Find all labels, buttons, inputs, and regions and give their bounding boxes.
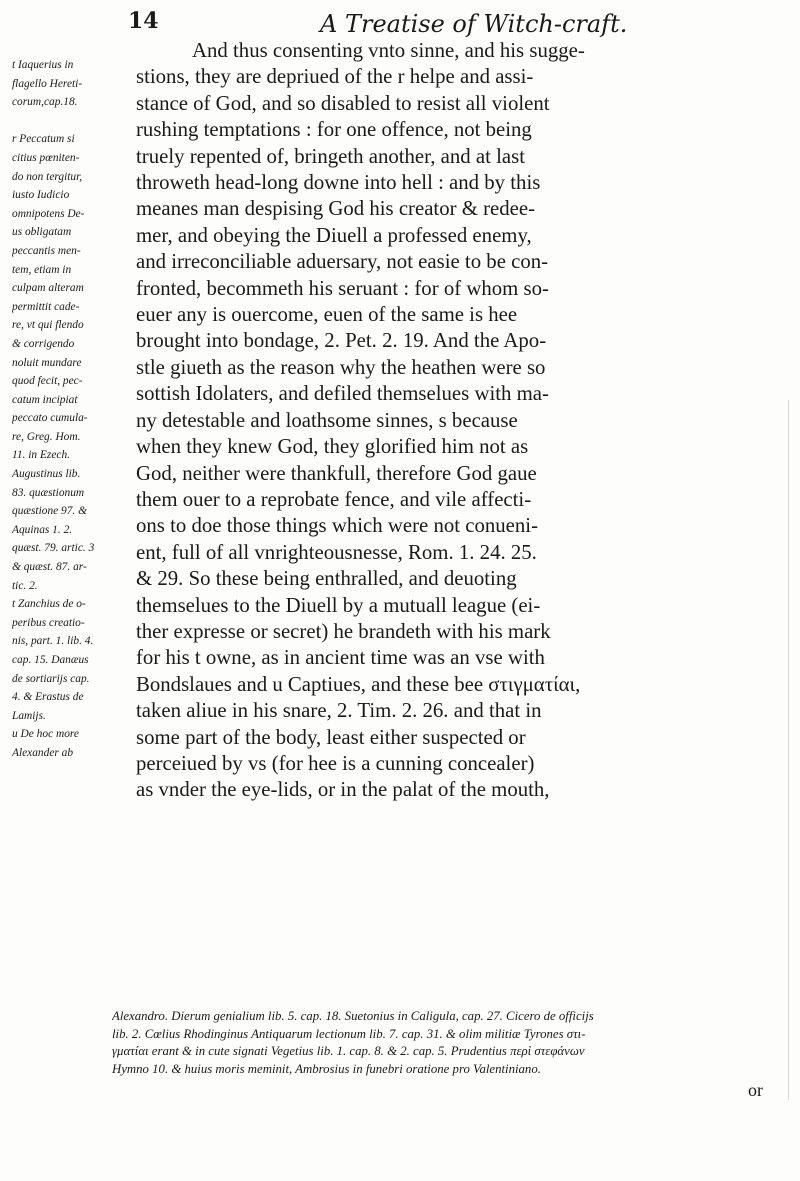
catchword: or (748, 1080, 763, 1100)
margin-note-line: u De hoc more (12, 728, 79, 741)
margin-note-line: Aquinas 1. 2. (12, 523, 73, 536)
text-line: ons to doe those things which were not conueni- (136, 514, 538, 538)
margin-note-line: citius pœniten- (12, 151, 80, 164)
text-line: Bondslaues and u Captiues, and these bee στιγματίαι, (136, 672, 581, 696)
text-line: throweth head-long downe into hell : and by this (136, 171, 541, 195)
text-line: truely repented of, bringeth another, and at last (136, 144, 525, 168)
footnotes (112, 1008, 792, 1078)
margin-note-line: tic. 2. (12, 579, 38, 592)
margin-note-line: permittit cade- (12, 300, 80, 313)
margin-note-line: re, Greg. Hom. (12, 430, 81, 443)
text-line: meanes man despising God his creator & redee- (136, 197, 536, 221)
margin-note-line: re, vt qui flendo (12, 319, 84, 332)
text-line: ther expresse or secret) he brandeth with his mark (136, 619, 551, 643)
margin-note-line: quod fecit, pec- (12, 375, 83, 388)
text-line: and irreconciliable aduersary, not easie to be con- (136, 250, 549, 274)
margin-note-line: t Iaquerius in (12, 59, 74, 71)
text-line: rushing temptations : for one offence, not being (136, 118, 532, 142)
margin-note-line: 83. quæstionum (12, 486, 85, 499)
margin-note-line: de sortiarijs cap. (12, 672, 90, 685)
text-line: taken aliue in his snare, 2. Tim. 2. 26. and that in (136, 699, 542, 723)
margin-note-line: do non tergitur, (12, 170, 83, 183)
margin-note-line: peribus creatio- (12, 616, 85, 629)
text-line: some part of the body, least either suspected or (136, 725, 526, 749)
text-line: brought into bondage, 2. Pet. 2. 19. And the Apo- (136, 329, 547, 353)
margin-note-line: Augustinus lib. (12, 468, 81, 481)
margin-note-line: t Zanchius de o- (12, 598, 86, 611)
margin-note-line: flagello Hereti- (12, 77, 83, 90)
text-line: stions, they are depriued of the r helpe and assi- (136, 65, 534, 89)
text-line: when they knew God, they glorified him not as (136, 435, 529, 459)
margin-note-line: iusto Iudicio (12, 189, 70, 202)
text-line: them ouer to a reprobate fence, and vile affecti- (136, 487, 532, 511)
margin-note-line: noluit mundare (12, 356, 82, 369)
text-line: & 29. So these being enthralled, and deuoting (136, 567, 517, 591)
margin-note-line: 4. & Erastus de (12, 691, 84, 704)
margin-note-line: & quæst. 87. ar- (12, 561, 87, 574)
margin-note-line: quæst. 79. artic. 3 (12, 542, 95, 555)
margin-note-line: & corrigendo (12, 337, 75, 350)
margin-note-line: omnipotens De- (12, 207, 85, 220)
body-text (136, 38, 788, 804)
text-line: for his t owne, as in ancient time was an vse with (136, 646, 545, 670)
margin-note-line: 11. in Ezech. (12, 449, 70, 462)
margin-note-line: Alexander ab (12, 746, 74, 759)
footnote-line: Hymno 10. & huius moris meminit, Ambrosius in funebri oratione pro Valentiniano. (112, 1061, 541, 1076)
text-line: fronted, becommeth his seruant : for of whom so- (136, 276, 549, 300)
text-line: God, neither were thankfull, therefore God gaue (136, 461, 537, 485)
margin-note-line: tem, etiam in (12, 263, 72, 276)
margin-note-line (12, 112, 132, 131)
margin-note-line: us obligatam (12, 226, 72, 239)
footnote-line: Alexandro. Dierum genialium lib. 5. cap. 18. Suetonius in Caligula, cap. 27. Cicero de officijs (112, 1009, 594, 1023)
margin-note-line: culpam alteram (12, 282, 84, 295)
page-fold-shadow (788, 400, 791, 1100)
margin-note-line: catum incipiat (12, 393, 78, 406)
text-line: stle giueth as the reason why the heathen were so (136, 355, 546, 379)
margin-note-line: peccato cumula- (12, 412, 88, 425)
text-line: And thus consenting vnto sinne, and his sugge- (192, 39, 585, 62)
margin-note-line: r Peccatum si (12, 133, 75, 146)
margin-note-line: Lamijs. (12, 709, 46, 722)
margin-note-line: cap. 15. Danæus (12, 654, 89, 666)
page-number: 14 (128, 8, 159, 34)
footnote-line: lib. 2. Cœlius Rhodinginus Antiquarum lectionum lib. 7. cap. 31. & olim militiæ Tyrones στι- (112, 1026, 586, 1041)
text-line: ny detestable and loathsome sinnes, s becausе (136, 408, 518, 432)
footnote-line: γματίαι erant & in cute signati Vegetius lib. 1. cap. 8. & 2. cap. 5. Prudentius περὶ στεφάνων (112, 1044, 585, 1059)
text-line: sottish Idolaters, and defiled themselues with ma- (136, 382, 549, 406)
text-line: perceiued by vs (for hee is a cunning concealer) (136, 751, 535, 775)
text-line: stance of God, and so disabled to resist all violent (136, 91, 550, 115)
margin-note-line: quæstione 97. & (12, 505, 87, 518)
margin-note-line: nis, part. 1. lib. 4. (12, 635, 94, 648)
text-line: themselues to the Diuell by a mutuall league (ei- (136, 593, 541, 617)
text-line: ent, full of all vnrighteousnesse, Rom. 1. 24. 25. (136, 540, 537, 564)
running-title: A Treatise of Witch-craft. (320, 10, 628, 38)
margin-note-line: corum,cap.18. (12, 96, 78, 109)
margin-note-line: peccantis men- (12, 244, 81, 257)
text-line: mer, and obeying the Diuell a professed enemy, (136, 223, 532, 247)
text-line: as vnder the eye-lids, or in the palat of the mouth, (136, 778, 550, 802)
margin-notes (12, 56, 132, 763)
text-line: euer any is ouercome, euen of the same is hee (136, 303, 518, 327)
